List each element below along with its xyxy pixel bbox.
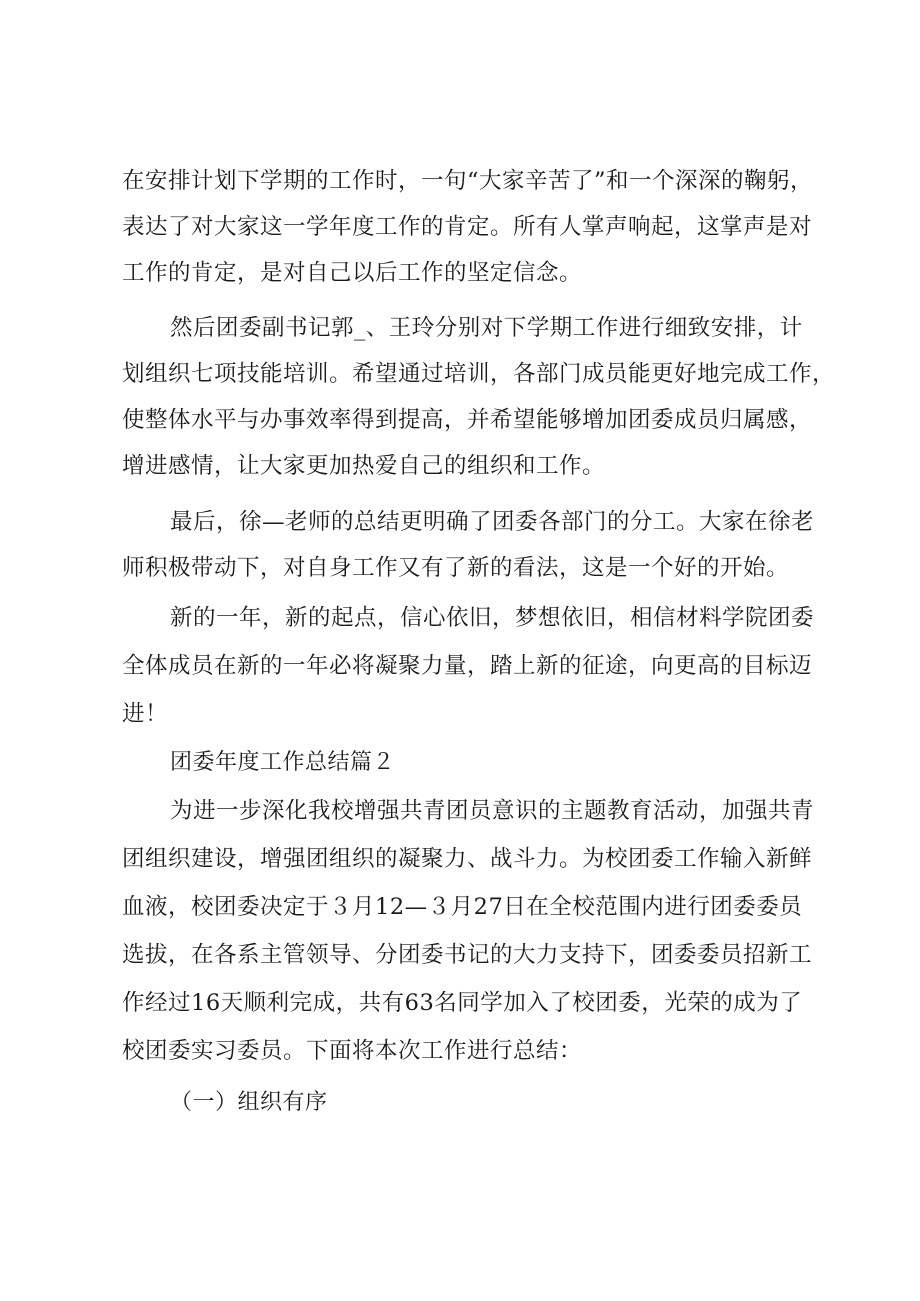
paragraph-line: 进！ xyxy=(122,701,169,727)
section-heading: 团委年度工作总结篇２ xyxy=(170,750,396,775)
paragraph-line: 选拔，在各系主管领导、分团委书记的大力支持下，团委委员招新工 xyxy=(122,942,813,968)
paragraph-line: 全体成员在新的一年必将凝聚力量，踏上新的征途，向更高的目标迈 xyxy=(122,653,813,679)
paragraph-line: 师积极带动下，对自身工作又有了新的看法，这是一个好的开始。 xyxy=(122,555,790,581)
paragraph-line: 使整体水平与办事效率得到提高，并希望能够增加团委成员归属感， xyxy=(122,407,813,433)
subsection-heading: （一）组织有序 xyxy=(170,1090,328,1115)
paragraph-line: 新的一年，新的起点，信心依旧，梦想依旧，相信材料学院团委 xyxy=(170,605,815,631)
paragraph-line: 最后，徐—老师的总结更明确了团委各部门的分工。大家在徐老 xyxy=(170,509,815,535)
paragraph-line: 表达了对大家这一学年度工作的肯定。所有人掌声响起，这掌声是对 xyxy=(122,214,813,240)
paragraph-line: 然后团委副书记郭_、王玲分别对下学期工作进行细致安排，计 xyxy=(170,315,803,341)
paragraph-line: 校团委实习委员。下面将本次工作进行总结： xyxy=(122,1038,583,1064)
paragraph-line: 团组织建设，增强团组织的凝聚力、战斗力。为校团委工作输入新鲜 xyxy=(122,846,813,872)
paragraph-line: 工作的肯定，是对自己以后工作的坚定信念。 xyxy=(122,260,583,286)
paragraph-line: 为进一步深化我校增强共青团员意识的主题教育活动，加强共青 xyxy=(170,798,815,824)
paragraph-line: 划组织七项技能培训。希望通过培训，各部门成员能更好地完成工作， xyxy=(122,361,836,387)
paragraph-line: 血液，校团委决定于３月12—３月27日在全校范围内进行团委委员 xyxy=(122,894,803,920)
paragraph-line: 作经过16天顺利完成，共有63名同学加入了校团委，光荣的成为了 xyxy=(122,990,803,1016)
paragraph-line: 在安排计划下学期的工作时，一句“大家辛苦了”和一个深深的鞠躬， xyxy=(122,168,814,194)
paragraph-line: 增进感情，让大家更加热爱自己的组织和工作。 xyxy=(122,453,606,479)
